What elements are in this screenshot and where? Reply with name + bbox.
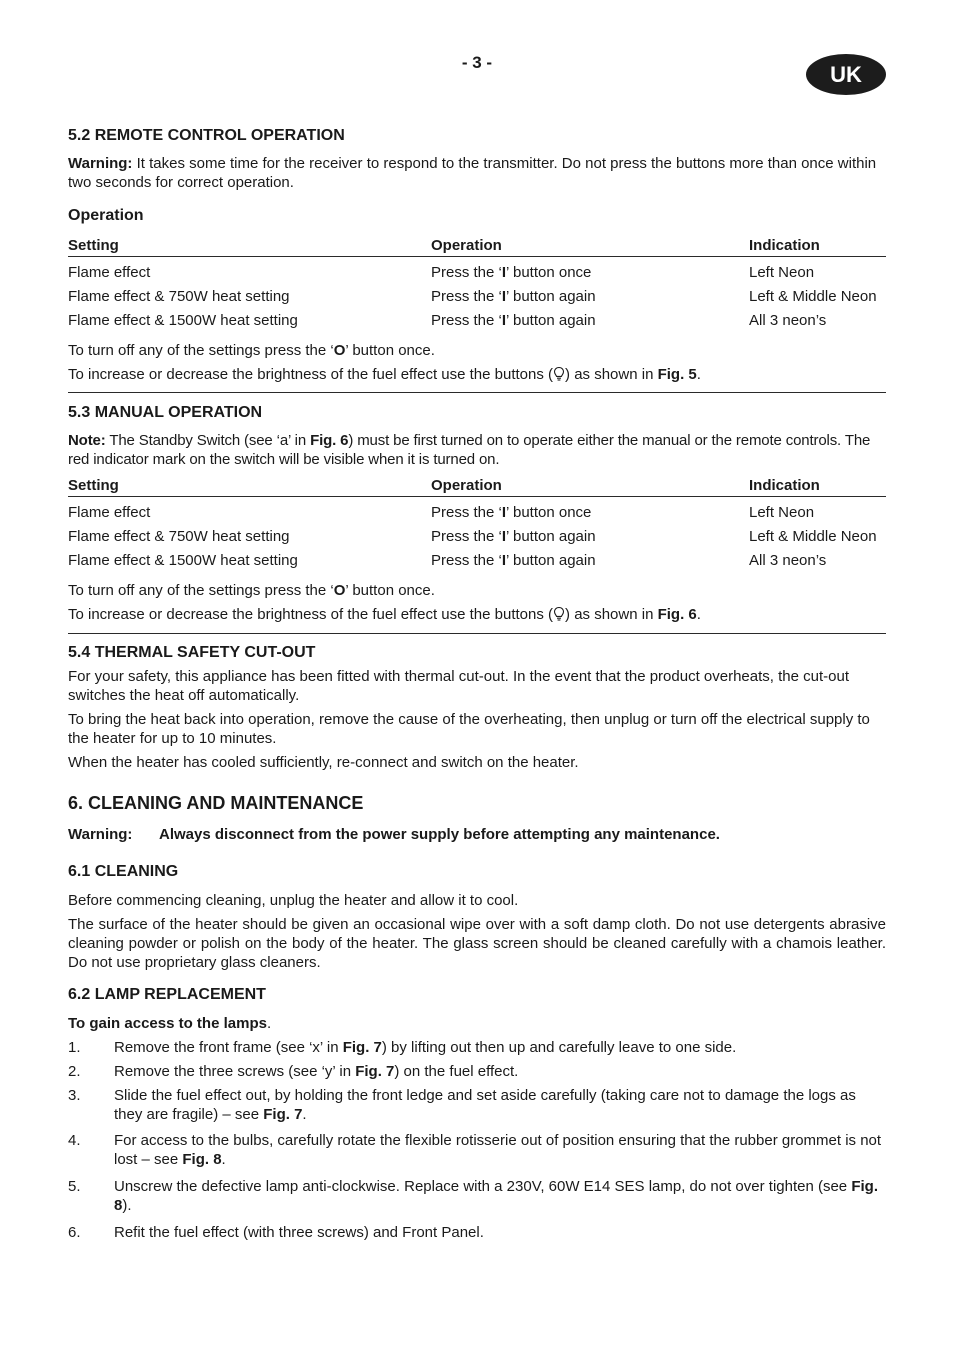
table-row: [68, 500, 886, 524]
cell-indication: Left & Middle Neon: [749, 528, 877, 545]
s52-brightness-text: To increase or decrease the brightness of the fuel effect use the buttons ( ) as shown in Fig. 5.: [68, 366, 701, 383]
table-row: [68, 308, 886, 332]
cell-indication: Left & Middle Neon: [749, 288, 877, 305]
bulb-icon: [553, 366, 565, 382]
warning-text: It takes some time for the receiver to respond to the transmitter. Do not press the buttons more than once within two seconds for correct operation.: [68, 155, 877, 191]
section-6-1-title: 6.1 CLEANING: [68, 863, 179, 880]
cell-operation: Press the ‘I’ button again: [431, 312, 596, 329]
list-number: 6.: [68, 1224, 81, 1241]
warning-text: Always disconnect from the power supply before attempting any maintenance.: [159, 826, 720, 843]
s53-turn-off-text: To turn off any of the settings press the ‘O’ button once.: [68, 582, 435, 599]
s54-paragraph: When the heater has cooled sufficiently, re-connect and switch on the heater.: [68, 754, 579, 771]
list-item: [68, 1038, 886, 1058]
cell-indication: All 3 neon’s: [749, 312, 827, 329]
list-number: 3.: [68, 1087, 81, 1104]
col-header-setting: Setting: [68, 477, 119, 494]
list-text: Unscrew the defective lamp anti-clockwise. Replace with a 230V, 60W E14 SES lamp, do not over tighten (see Fig. 8).: [114, 1178, 878, 1214]
col-header-indication: Indication: [749, 237, 820, 254]
s54-paragraph: For your safety, this appliance has been fitted with thermal cut-out. In the event that the product overheats, the cut-out switches the heat off automatically.: [68, 668, 849, 704]
list-item: [68, 1177, 886, 1217]
section-5-4-title: 5.4 THERMAL SAFETY CUT-OUT: [68, 644, 316, 661]
cell-setting: Flame effect & 1500W heat setting: [68, 552, 298, 569]
list-number: 4.: [68, 1132, 81, 1149]
table-row: [68, 260, 886, 284]
language-badge: UK: [806, 54, 886, 95]
table-header-row: [68, 233, 886, 257]
s53-brightness-text: To increase or decrease the brightness of the fuel effect use the buttons ( ) as shown in Fig. 6.: [68, 606, 701, 623]
list-text: Remove the front frame (see ‘x’ in Fig. 7) by lifting out then up and carefully leave to one side.: [114, 1039, 737, 1056]
s6-warning: [68, 825, 886, 845]
col-header-operation: Operation: [431, 477, 502, 494]
page-number: - 3 -: [461, 53, 493, 72]
section-6-2-title: 6.2 LAMP REPLACEMENT: [68, 986, 266, 1003]
cell-operation: Press the ‘I’ button once: [431, 504, 592, 521]
cell-setting: Flame effect: [68, 264, 151, 281]
list-number: 2.: [68, 1063, 81, 1080]
table-header-row: [68, 473, 886, 497]
warning-label: Warning:: [68, 826, 133, 843]
table-row: [68, 284, 886, 308]
list-item: [68, 1131, 886, 1171]
s61-paragraph: The surface of the heater should be given an occasional wipe over with a soft damp cloth. Do not use detergents abrasive cleaning powder or polish on the body of the heater. The glass screen should be cleaned carefully with a chamois leather. Do not use proprietary glass cleaners.: [68, 916, 886, 971]
s52-warning: [68, 154, 886, 192]
section-5-3-title: 5.3 MANUAL OPERATION: [68, 404, 263, 421]
cell-setting: Flame effect & 750W heat setting: [68, 528, 290, 545]
list-item: [68, 1062, 886, 1082]
cell-indication: Left Neon: [749, 264, 815, 281]
col-header-indication: Indication: [749, 477, 820, 494]
list-item: [68, 1223, 886, 1243]
section-6-title: 6. CLEANING AND MAINTENANCE: [68, 793, 364, 813]
list-text: Remove the three screws (see ‘y’ in Fig. 7) on the fuel effect.: [114, 1063, 519, 1080]
section-divider: [68, 392, 886, 393]
s54-paragraph: To bring the heat back into operation, remove the cause of the overheating, then unplug or turn off the electrical supply to the heater for up to 10 minutes.: [68, 711, 870, 747]
list-text: Refit the fuel effect (with three screws) and Front Panel.: [114, 1224, 484, 1241]
s52-turn-off-text: To turn off any of the settings press the ‘O’ button once.: [68, 342, 435, 359]
list-text: Slide the fuel effect out, by holding the front ledge and set aside carefully (taking care not to damage the logs as they are fragile) – see Fig. 7.: [114, 1087, 856, 1123]
list-number: 5.: [68, 1178, 81, 1195]
cell-setting: Flame effect: [68, 504, 151, 521]
cell-operation: Press the ‘I’ button again: [431, 552, 596, 569]
cell-operation: Press the ‘I’ button once: [431, 264, 592, 281]
cell-setting: Flame effect & 1500W heat setting: [68, 312, 298, 329]
cell-indication: Left Neon: [749, 504, 815, 521]
list-item: [68, 1086, 886, 1126]
s53-note: Note: The Standby Switch (see ‘a’ in Fig. 6) must be first turned on to operate either the manual or the remote controls. The red indicator mark on the switch will be visible when it is turned on.: [68, 432, 871, 468]
operation-heading: Operation: [68, 207, 144, 224]
section-divider: [68, 633, 886, 634]
s61-paragraph: Before commencing cleaning, unplug the heater and allow it to cool.: [68, 892, 519, 909]
section-5-2-title: 5.2 REMOTE CONTROL OPERATION: [68, 127, 345, 144]
col-header-operation: Operation: [431, 237, 502, 254]
cell-indication: All 3 neon’s: [749, 552, 827, 569]
cell-setting: Flame effect & 750W heat setting: [68, 288, 290, 305]
list-number: 1.: [68, 1039, 81, 1056]
manual-settings-table: [68, 473, 886, 572]
bulb-icon: [553, 606, 565, 622]
col-header-setting: Setting: [68, 237, 119, 254]
cell-operation: Press the ‘I’ button again: [431, 528, 596, 545]
table-row: [68, 548, 886, 572]
cell-operation: Press the ‘I’ button again: [431, 288, 596, 305]
table-row: [68, 524, 886, 548]
list-text: For access to the bulbs, carefully rotate the flexible rotisserie out of position ensuring that the rubber grommet is not lost – see Fig. 8.: [114, 1132, 882, 1168]
remote-settings-table: [68, 233, 886, 332]
warning-label: Warning:: [68, 155, 133, 172]
access-heading: To gain access to the lamps.: [68, 1015, 272, 1032]
